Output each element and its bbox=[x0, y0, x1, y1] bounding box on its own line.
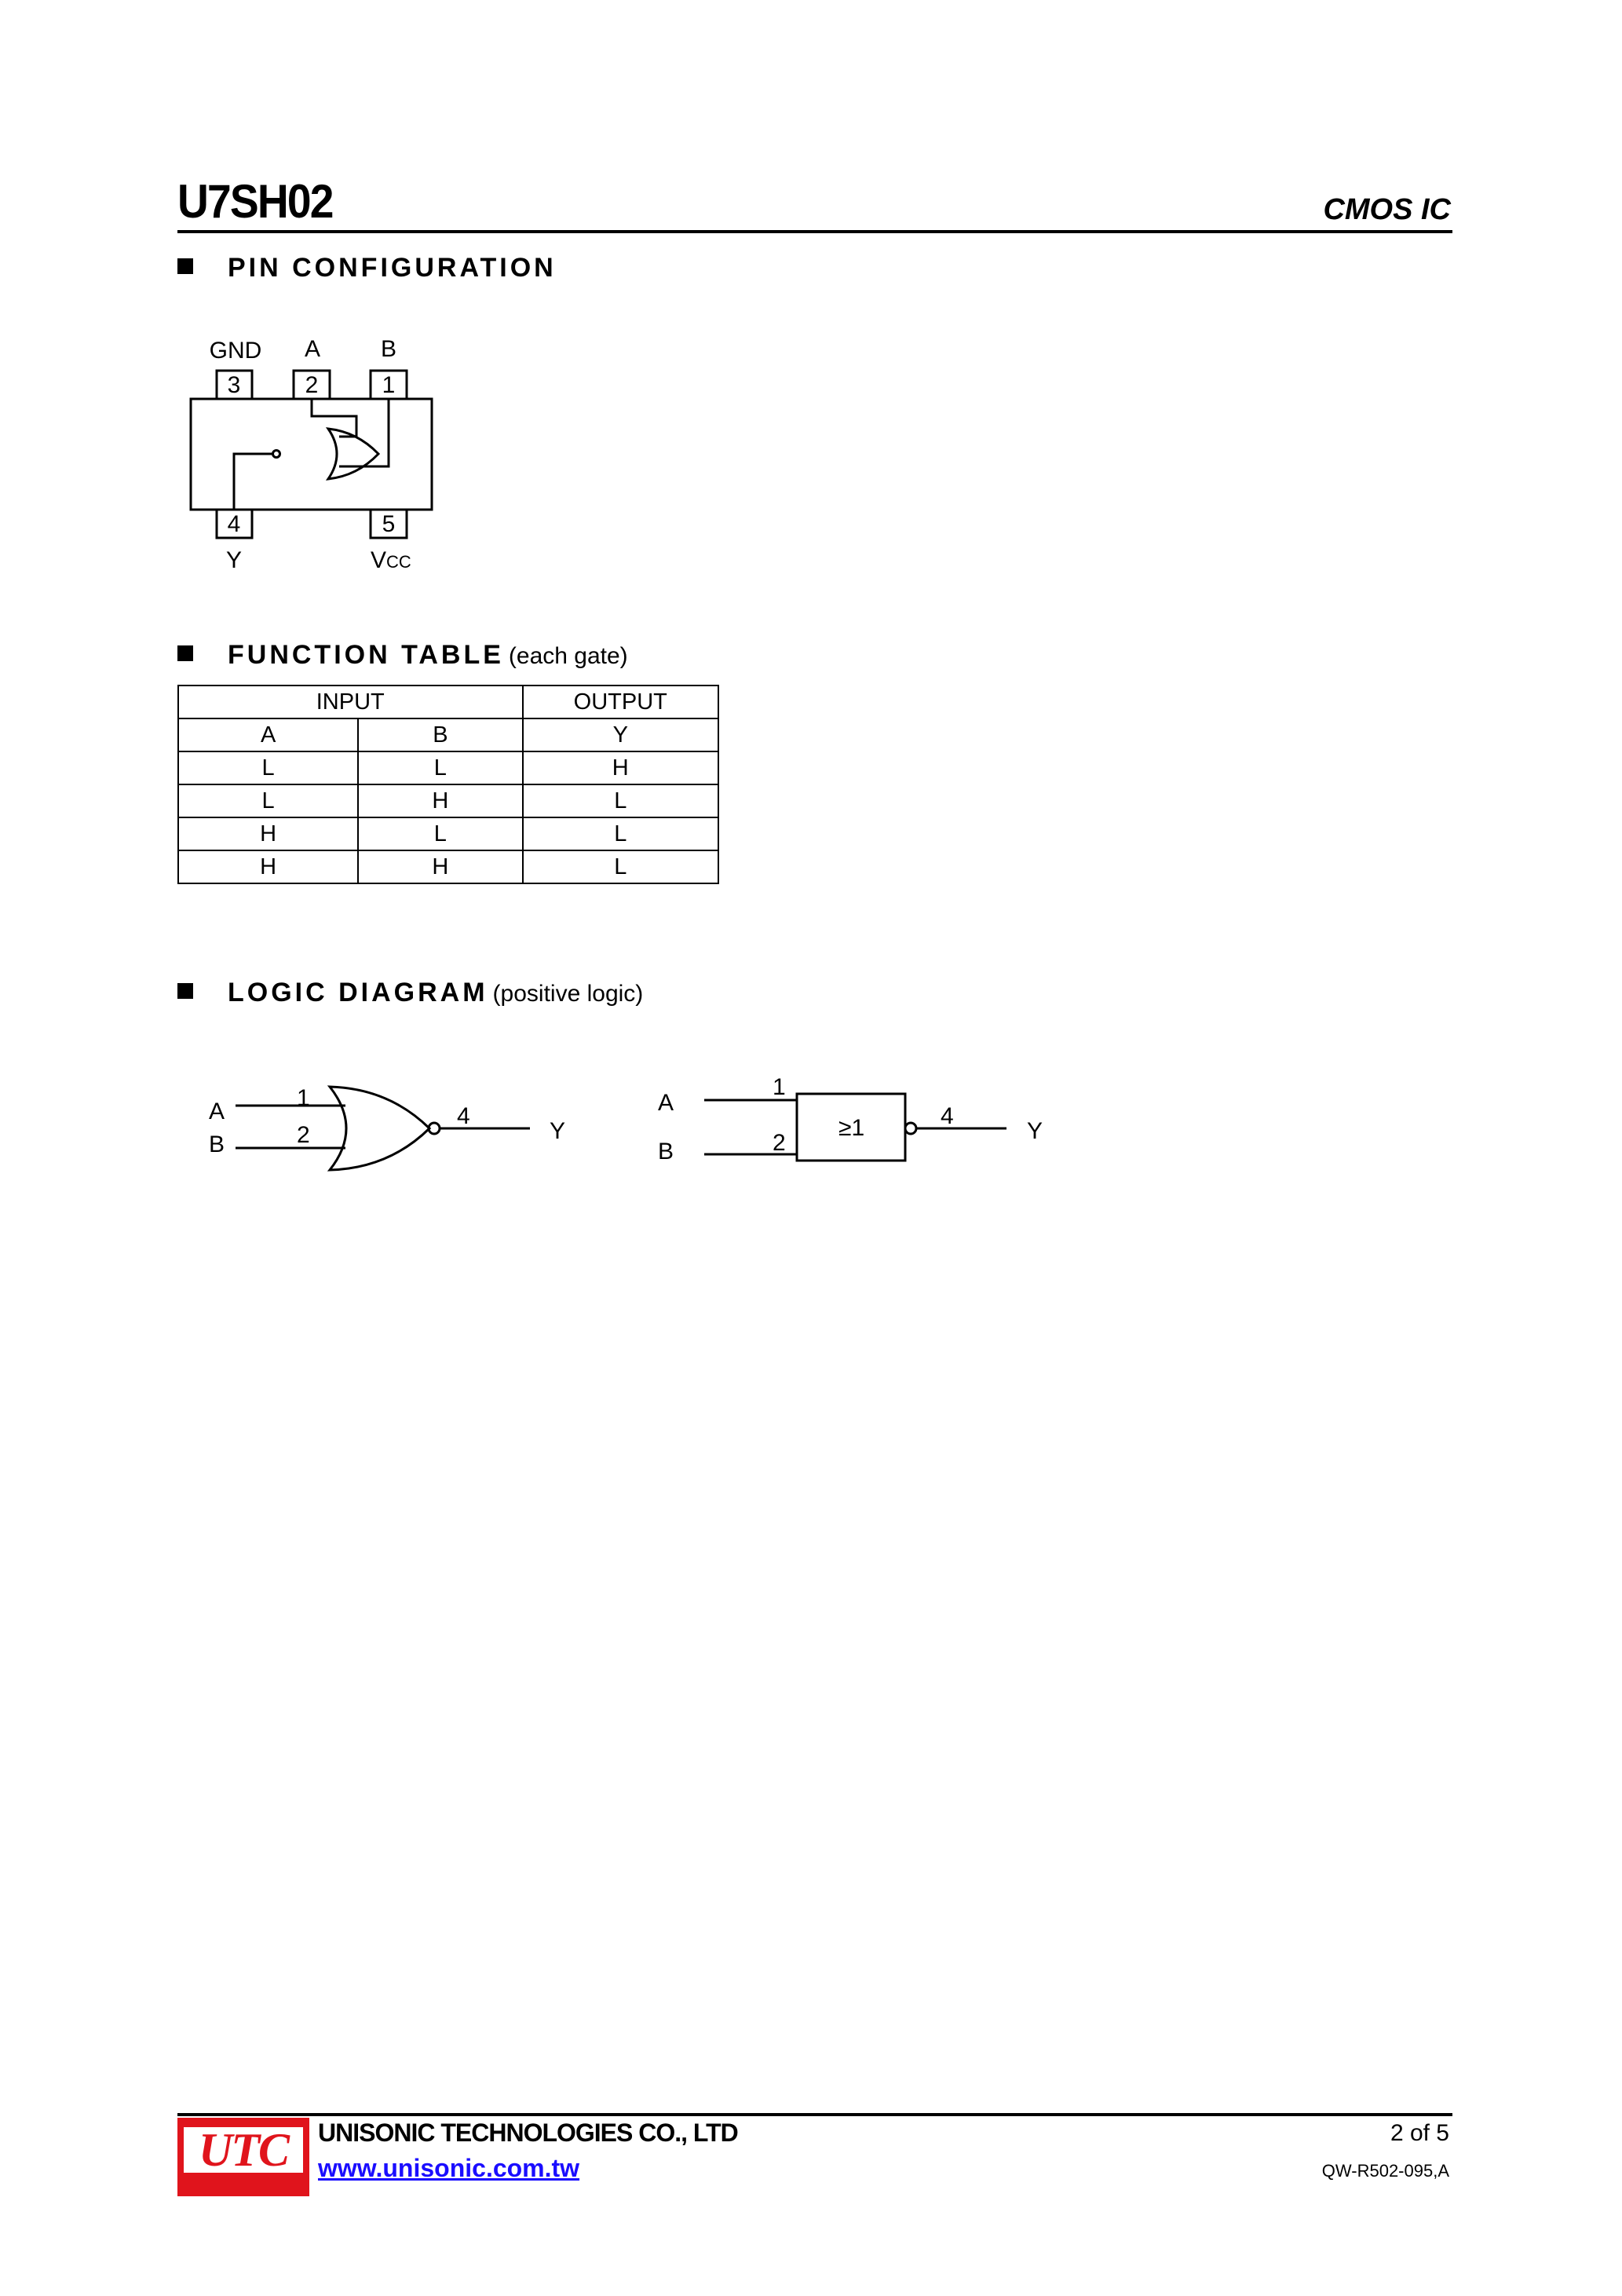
wire-pin4 bbox=[234, 454, 272, 510]
nor-pin-4: 4 bbox=[457, 1103, 470, 1129]
document-code: QW-R502-095,A bbox=[1321, 2161, 1449, 2181]
pin-label-y: Y bbox=[225, 547, 243, 573]
iec-symbol: ≥1 bbox=[838, 1115, 865, 1141]
company-name: UNISONIC TECHNOLOGIES CO., LTD bbox=[318, 2119, 738, 2147]
logic-diagram-heading bbox=[177, 978, 643, 1008]
table-row bbox=[178, 751, 718, 784]
iec-pin-1: 1 bbox=[773, 1074, 786, 1100]
nor-label-b: B bbox=[209, 1132, 225, 1157]
pin-label-b: B bbox=[380, 336, 397, 362]
table-row bbox=[178, 850, 718, 883]
table-cell: L bbox=[523, 850, 718, 883]
iec-label-y: Y bbox=[1027, 1118, 1043, 1144]
utc-logo-text: UTC bbox=[184, 2127, 303, 2173]
function-table-heading bbox=[177, 640, 628, 671]
document-category: CMOS IC bbox=[1323, 193, 1451, 226]
logic-diagram-subtitle: (positive logic) bbox=[492, 981, 644, 1007]
function-table-subtitle: (each gate) bbox=[508, 643, 628, 669]
pin-number-3: 3 bbox=[227, 372, 241, 398]
nor-gate-symbol bbox=[330, 1087, 429, 1170]
table-cell: H bbox=[178, 850, 358, 883]
table-cell: H bbox=[178, 817, 358, 850]
table-cell: H bbox=[523, 751, 718, 784]
square-bullet-icon bbox=[177, 645, 193, 661]
table-cell: H bbox=[358, 850, 522, 883]
pin-label-a: A bbox=[304, 336, 321, 362]
iec-label-b: B bbox=[658, 1139, 674, 1164]
column-header-y: Y bbox=[523, 718, 718, 751]
logic-diagram-title: LOGIC DIAGRAM bbox=[228, 978, 488, 1007]
table-cell: L bbox=[523, 817, 718, 850]
column-header-b: B bbox=[358, 718, 522, 751]
table-group-header-row bbox=[178, 686, 718, 718]
table-cell: H bbox=[358, 784, 522, 817]
pin-number-2: 2 bbox=[305, 372, 319, 398]
pin-number-4: 4 bbox=[227, 511, 241, 537]
part-number: U7SH02 bbox=[177, 175, 333, 228]
pin-label-gnd: GND bbox=[209, 338, 262, 364]
page-number: 2 of 5 bbox=[1390, 2120, 1449, 2146]
table-cell: L bbox=[523, 784, 718, 817]
pin-configuration-diagram bbox=[0, 0, 1622, 597]
function-table bbox=[177, 685, 719, 884]
table-row bbox=[178, 817, 718, 850]
utc-logo bbox=[177, 2118, 309, 2196]
nor-label-a: A bbox=[209, 1099, 225, 1124]
table-cell: L bbox=[178, 751, 358, 784]
footer-rule bbox=[177, 2113, 1452, 2116]
nor-label-y: Y bbox=[550, 1118, 566, 1144]
website-link[interactable]: www.unisonic.com.tw bbox=[318, 2154, 580, 2182]
pin-configuration-title: PIN CONFIGURATION bbox=[228, 253, 557, 283]
column-header-a: A bbox=[178, 718, 358, 751]
iec-inversion-bubble bbox=[905, 1123, 916, 1134]
input-group-header: INPUT bbox=[178, 686, 523, 718]
iec-pin-2: 2 bbox=[773, 1130, 786, 1156]
function-table-title: FUNCTION TABLE bbox=[228, 640, 504, 670]
table-cell: L bbox=[178, 784, 358, 817]
pin-number-5: 5 bbox=[382, 511, 396, 537]
table-column-header-row bbox=[178, 718, 718, 751]
table-row bbox=[178, 784, 718, 817]
table-cell: L bbox=[358, 817, 522, 850]
iec-pin-4: 4 bbox=[941, 1103, 954, 1129]
wire-pin2 bbox=[312, 399, 356, 437]
square-bullet-icon bbox=[177, 983, 193, 999]
nor-pin-1: 1 bbox=[297, 1085, 310, 1111]
logic-diagram bbox=[0, 1052, 1622, 1194]
pin-number-1: 1 bbox=[382, 372, 396, 398]
output-group-header: OUTPUT bbox=[523, 686, 718, 718]
table-cell: L bbox=[358, 751, 522, 784]
nor-pin-2: 2 bbox=[297, 1122, 310, 1148]
iec-label-a: A bbox=[658, 1090, 674, 1116]
pin-label-vcc: VCC bbox=[371, 547, 411, 573]
internal-inversion-bubble bbox=[273, 451, 280, 458]
